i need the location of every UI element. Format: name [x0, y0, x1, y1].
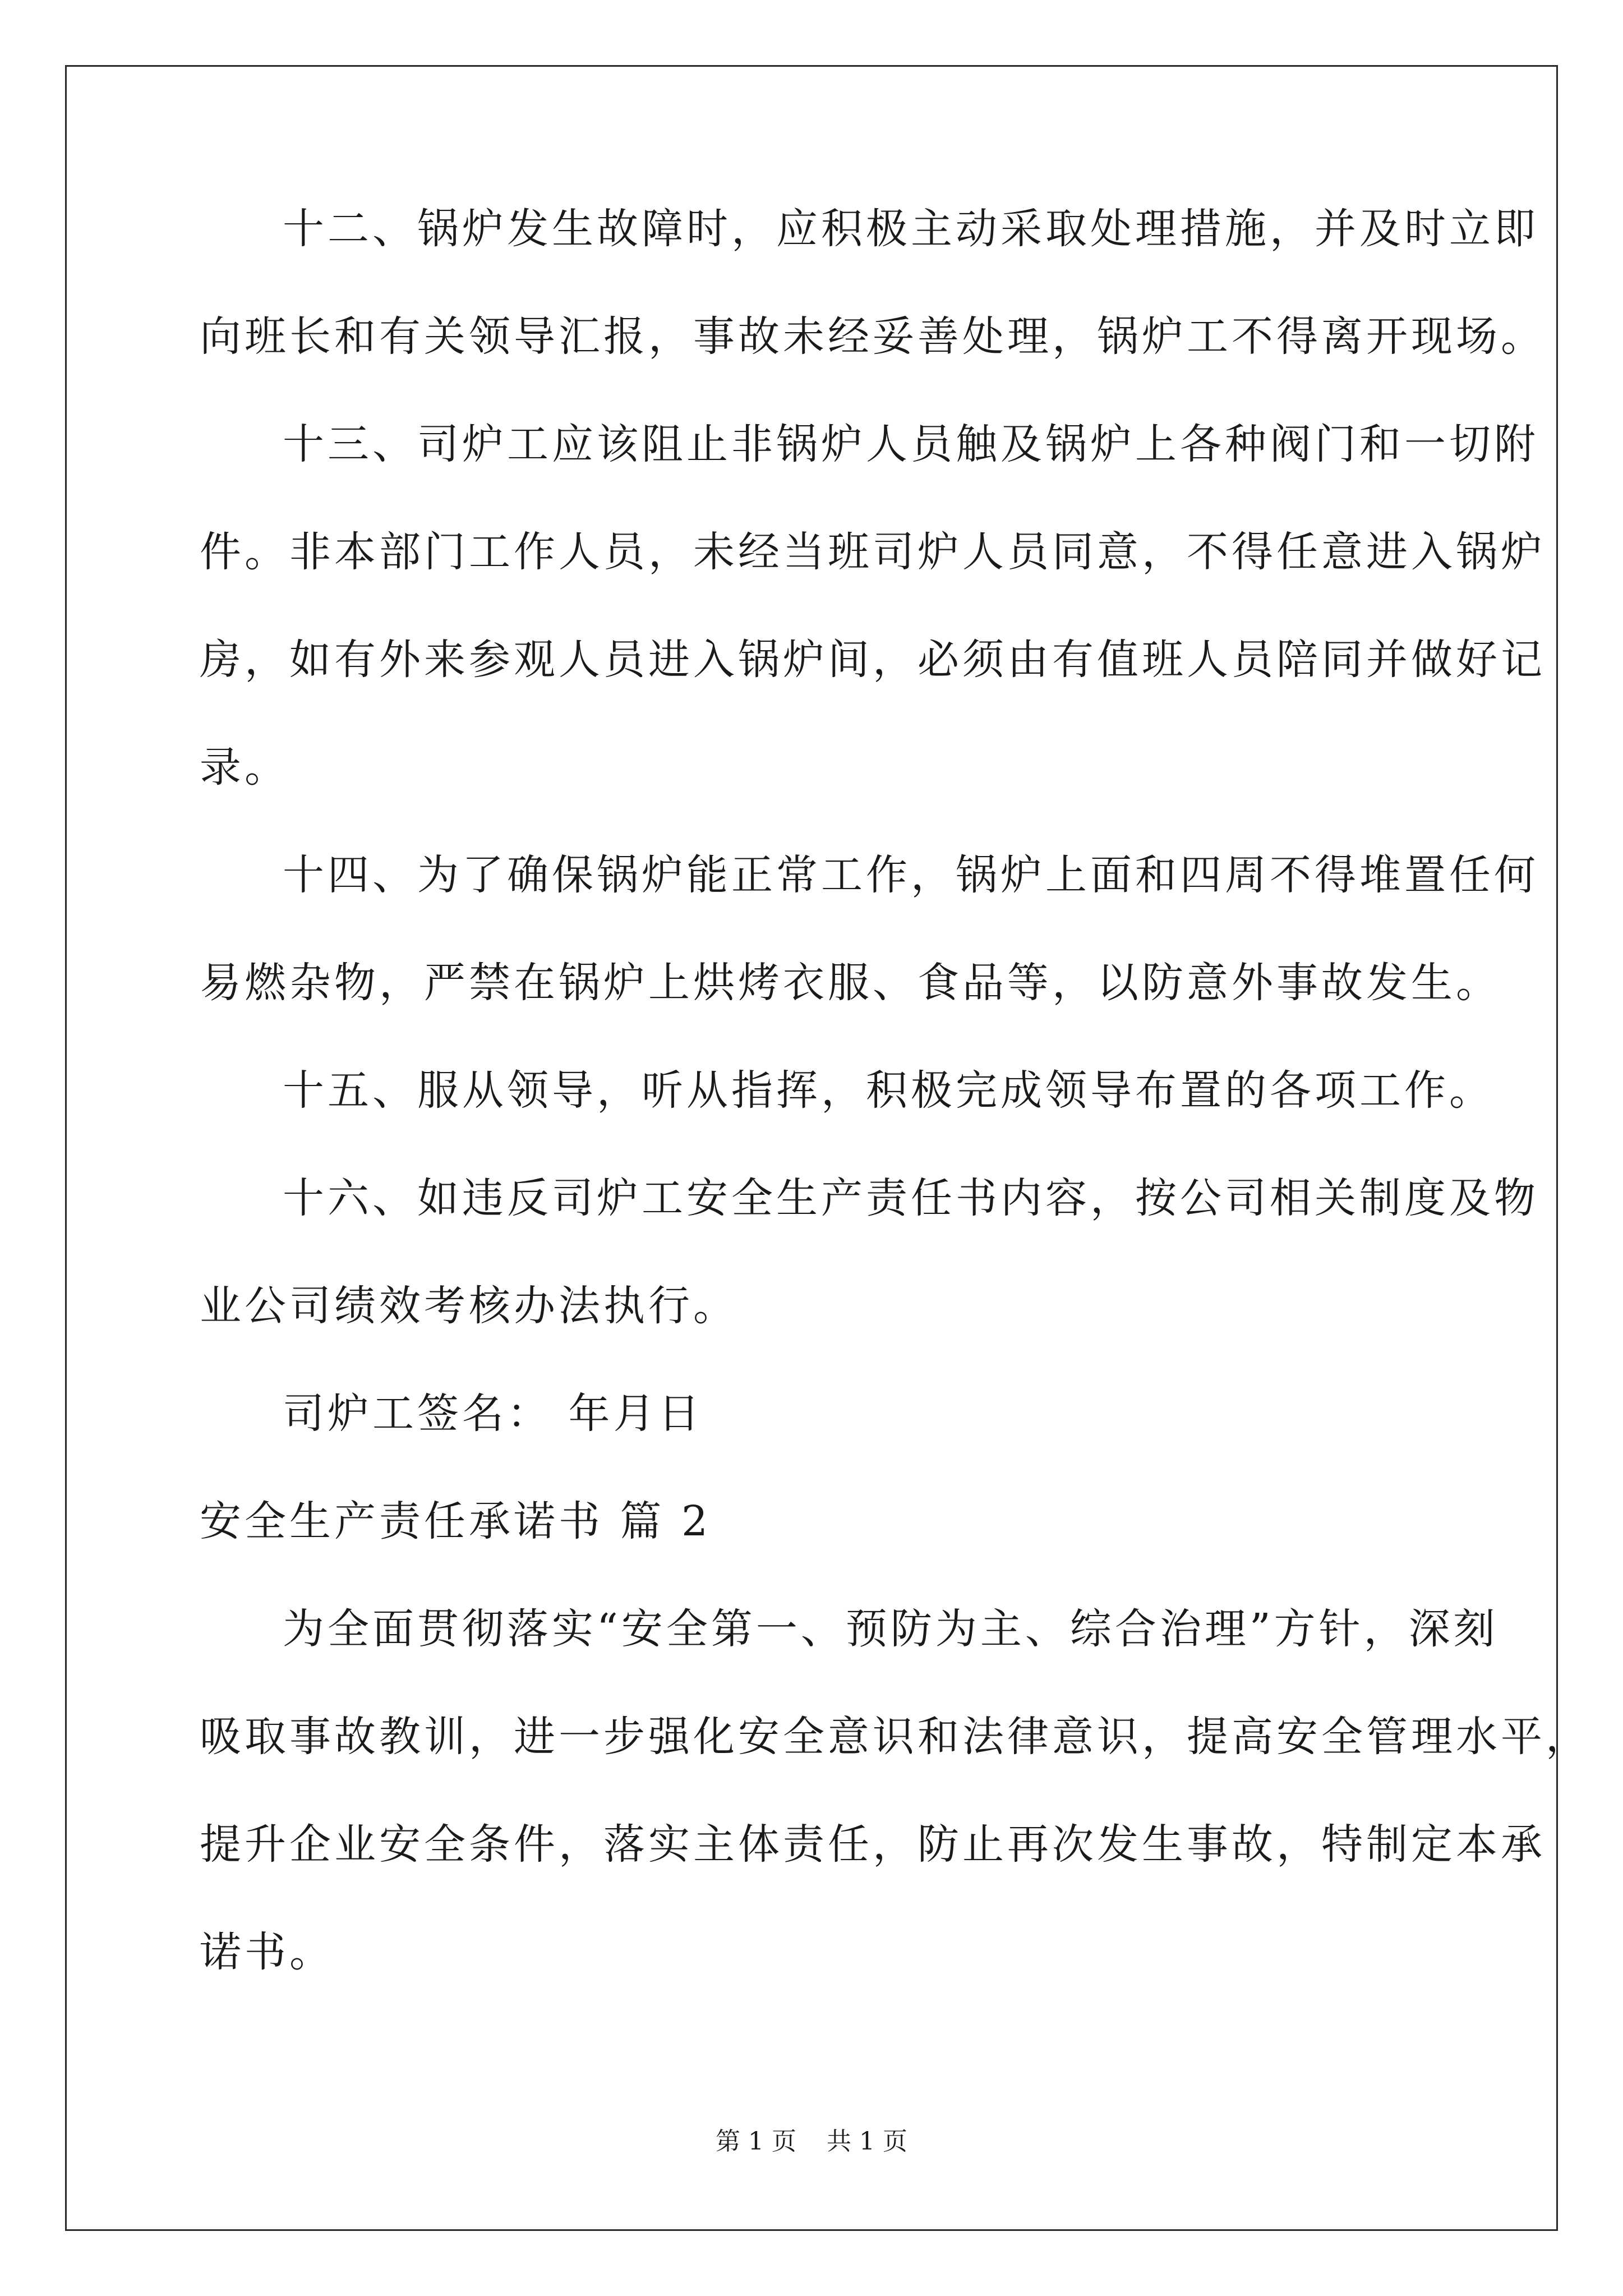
- section-heading: 安全生产责任承诺书 篇 2: [200, 1497, 712, 1545]
- page-total: 共 1 页: [827, 2127, 907, 2156]
- page-number: 第 1 页: [716, 2127, 796, 2156]
- page-border: [65, 65, 1558, 2231]
- paragraph-line: 十二、锅炉发生故障时，应积极主动采取处理措施，并及时立即: [283, 205, 1539, 253]
- paragraph-line: 十五、服从领导，听从指挥，积极完成领导布置的各项工作。: [283, 1066, 1494, 1115]
- paragraph-line: 十四、为了确保锅炉能正常工作，锅炉上面和四周不得堆置任何: [283, 851, 1539, 899]
- paragraph-line: 向班长和有关领导汇报，事故未经妥善处理，锅炉工不得离开现场。: [200, 312, 1546, 361]
- paragraph-line: 易燃杂物，严禁在锅炉上烘烤衣服、食品等，以防意外事故发生。: [200, 959, 1501, 1007]
- page-footer: [0, 2125, 1623, 2159]
- paragraph-line: 诺书。: [200, 1928, 334, 1976]
- signature-line: 司炉工签名： 年月日: [283, 1389, 703, 1438]
- paragraph-line: 吸取事故教训，进一步强化安全意识和法律意识，提高安全管理水平，: [200, 1713, 1590, 1761]
- paragraph-line: 为全面贯彻落实“安全第一、预防为主、综合治理”方针，深刻: [283, 1605, 1498, 1653]
- paragraph-line: 录。: [200, 743, 289, 792]
- paragraph-line: 房，如有外来参观人员进入锅炉间，必须由有值班人员陪同并做好记: [200, 636, 1546, 684]
- paragraph-line: 业公司绩效考核办法执行。: [200, 1282, 738, 1330]
- paragraph-line: 十三、司炉工应该阻止非锅炉人员触及锅炉上各种阀门和一切附: [283, 420, 1539, 468]
- paragraph-line: 件。非本部门工作人员，未经当班司炉人员同意，不得任意进入锅炉: [200, 528, 1546, 576]
- paragraph-line: 十六、如违反司炉工安全生产责任书内容，按公司相关制度及物: [283, 1174, 1539, 1222]
- paragraph-line: 提升企业安全条件，落实主体责任，防止再次发生事故，特制定本承: [200, 1820, 1546, 1869]
